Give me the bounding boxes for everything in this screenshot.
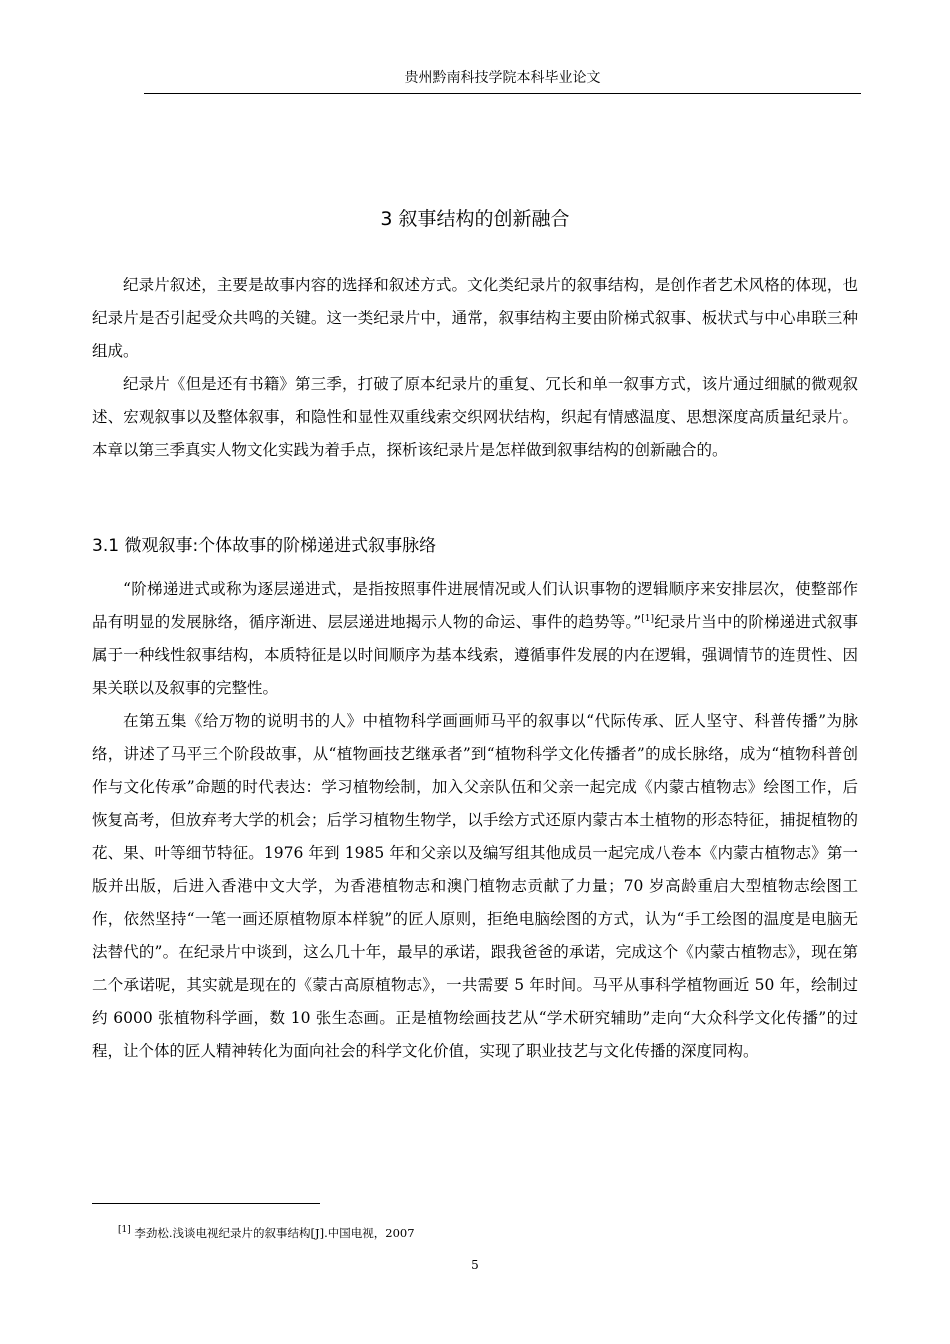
section-paragraph-2: 在第五集《给万物的说明书的人》中植物科学画画师马平的叙事以“代际传承、匠人坚守、科普传播”为脉络，讲述了马平三个阶段故事，从“植物画技艺继承者”到“植物科学文化传播者”的成长脉络，成为“植物科普创作与文化传承”命题的时代表达：学习植物绘制，加入父亲队伍和父亲一起完成《内蒙古植物志》绘图工作，后恢复高考，但放弃考大学的机会；后学习植物生物学，以手绘方式还原内蒙古本土植物的形态特征，捕捉植物的花、果、叶等细节特征。1976 年到 1985 年和父亲以及编写组其他成员一起完成八卷本《内蒙古植物志》第一版并出版，后进入香港中文大学，为香港植物志和澳门植物志贡献了力量；70 岁高龄重启大型植物志绘图工作，依然坚持“一笔一画还原植物原本样貌”的匠人原则，拒绝电脑绘图的方式，认为“手工绘图的温度是电脑无法替代的”。在纪录片中谈到，这么几十年，最早的承诺，跟我爸爸的承诺，完成这个《内蒙古植物志》，现在第二个承诺呢，其实就是现在的《蒙古高原植物志》，一共需要 5 年时间。马平从事科学植物画近 50 年，绘制过约 6000 张植物科学画，数 10 张生态画。正是植物绘画技艺从“学术研究辅助”走向“大众科学文化传播”的过程，让个体的匠人精神转化为面向社会的科学文化价值，实现了职业技艺与文化传播的深度同构。 <box>92 712 858 1060</box>
intro-paragraph-2: 纪录片《但是还有书籍》第三季，打破了原本纪录片的重复、冗长和单一叙事方式，该片通过细腻的微观叙述、宏观叙事以及整体叙事，和隐性和显性双重线索交织网状结构，织起有情感温度、思想深度高质量纪录片。本章以第三季真实人物文化实践为着手点，探析该纪录片是怎样做到叙事结构的创新融合的。 <box>92 375 858 459</box>
intro-paragraph-1: 纪录片叙述，主要是故事内容的选择和叙述方式。文化类纪录片的叙事结构，是创作者艺术风格的体现，也纪录片是否引起受众共鸣的关键。这一类纪录片中，通常，叙事结构主要由阶梯式叙事、板状式与中心串联三种组成。 <box>92 276 858 360</box>
running-header: 贵州黔南科技学院本科毕业论文 <box>404 70 601 86</box>
header-rule <box>144 93 861 94</box>
footnote-rule <box>92 1203 320 1204</box>
footnote <box>118 1224 858 1242</box>
footnote-ref: [1] <box>118 1225 131 1236</box>
intro-text <box>92 269 858 467</box>
chapter-title: 3 叙事结构的创新融合 <box>380 208 570 230</box>
section-title: 3.1 微观叙事:个体故事的阶梯递进式叙事脉络 <box>92 536 437 556</box>
section-paragraph-1 <box>92 573 858 705</box>
citation-ref[interactable]: [1] <box>641 613 655 624</box>
page-number: 5 <box>471 1258 479 1272</box>
paragraph-1-quote: “阶梯递进式或称为逐层递进式，是指按照事件进展情况或人们认识事物的逻辑顺序来安排层次，使整部作品有明显的发展脉络，循序渐进、层层递进地揭示人物的命运、事件的趋势等。” <box>92 580 858 631</box>
footnote-text: 李劲松.浅谈电视纪录片的叙事结构[J].中国电视，2007 <box>130 1226 415 1240</box>
paragraph-1-rest: 纪录片当中的阶梯递进式叙事属于一种线性叙事结构，本质特征是以时间顺序为基本线索，遵循事件发展的内在逻辑，强调情节的连贯性、因果关联以及叙事的完整性。 <box>92 613 858 697</box>
section-text <box>92 573 858 1068</box>
